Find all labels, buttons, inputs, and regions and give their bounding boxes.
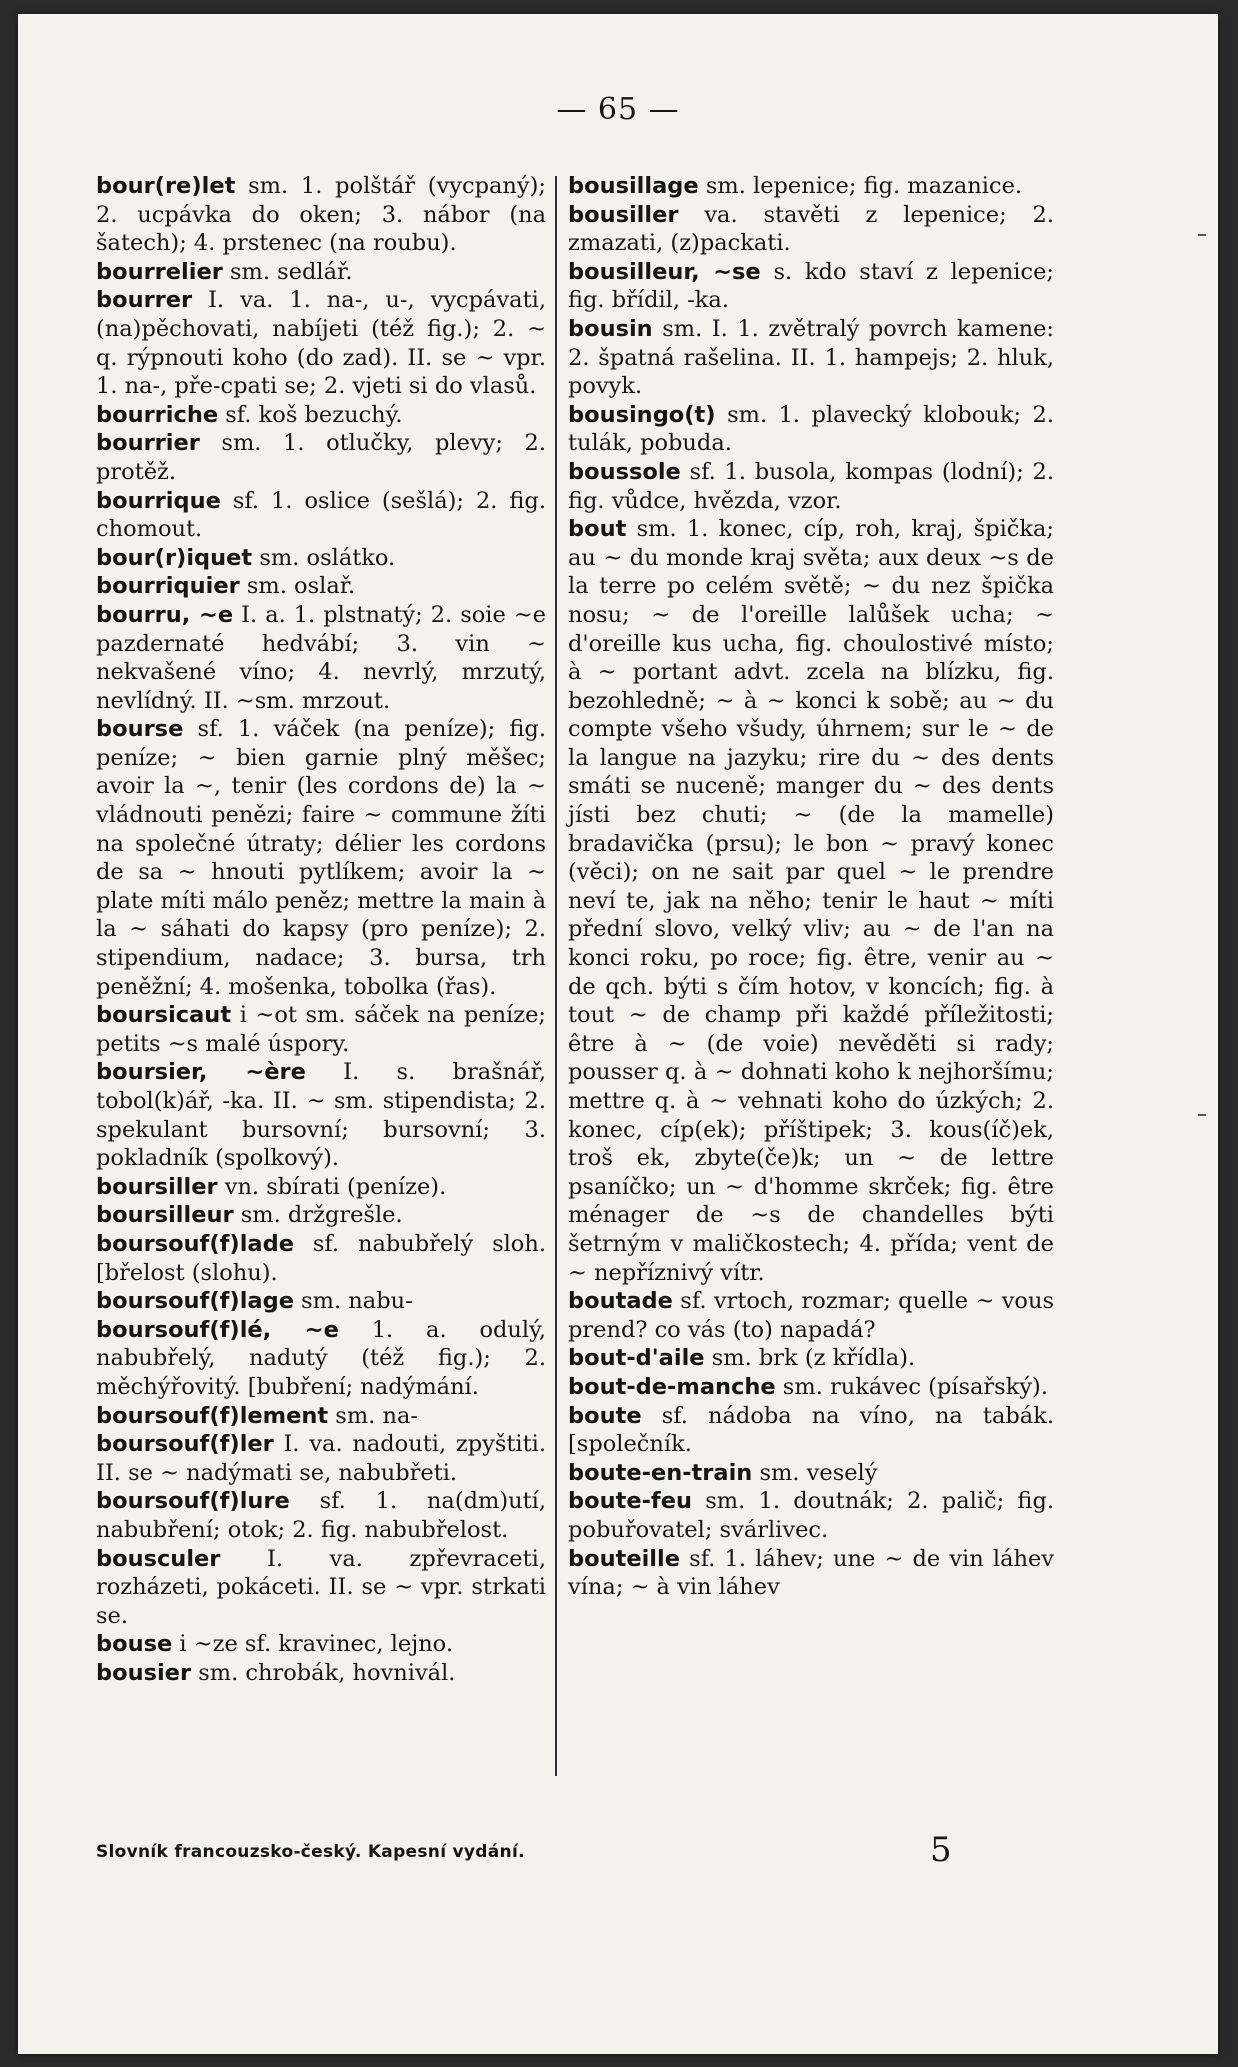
entry-definition: sm. rukávec (písařský).	[775, 1373, 1048, 1400]
dictionary-entry	[568, 1487, 1054, 1544]
right-column	[568, 172, 1054, 1602]
entry-definition: sm. 1. plavecký klobouk; 2. tulák, pobuda.	[568, 401, 1054, 457]
dictionary-entry	[96, 1316, 546, 1402]
entry-headword: boursicaut	[96, 1002, 232, 1029]
dictionary-entry	[96, 544, 546, 573]
dictionary-entry	[96, 1173, 546, 1202]
entry-headword: bourrique	[96, 487, 221, 514]
page-number: — 65 —	[556, 92, 680, 127]
entry-headword: bout-de-manche	[568, 1373, 776, 1400]
dictionary-entry	[96, 715, 546, 1001]
entry-definition: sf. nádoba na víno, na tabák. [společník.	[568, 1402, 1054, 1458]
entry-definition: sf. vrtoch, rozmar; quelle ~ vous prend? co vás (to) napadá?	[568, 1288, 1054, 1343]
column-divider	[555, 176, 557, 1776]
entry-definition: sf. koš bezuchý.	[218, 401, 403, 428]
edge-mark	[1198, 234, 1206, 236]
dictionary-entry	[96, 1430, 546, 1487]
dictionary-entry	[96, 572, 546, 601]
entry-headword: bourse	[96, 716, 184, 743]
dictionary-entry	[568, 258, 1054, 315]
left-column	[96, 172, 546, 1687]
entry-definition: I. va. 1. na-, u-, vycpávati, (na)pěchovati, nabíjeti (též fig.); 2. ~ q. rýpnouti koho (do zad). II. se ~ vpr. 1. na-, pře-cpati se; 2. vjeti si do vlasů.	[96, 287, 546, 400]
dictionary-entry	[96, 1287, 546, 1316]
entry-headword: bouteille	[568, 1545, 680, 1572]
edge-mark	[1198, 1114, 1206, 1116]
dictionary-entry	[96, 1001, 546, 1058]
entry-headword: bourrer	[96, 287, 193, 314]
dictionary-entry	[96, 258, 546, 287]
dictionary-entry	[96, 1545, 546, 1631]
signature-mark: 5	[930, 1830, 952, 1870]
entry-definition: sm. I. 1. zvětralý povrch kamene: 2. špatná rašelina. II. 1. hampejs; 2. hluk, povyk.	[568, 315, 1054, 400]
dictionary-page	[18, 14, 1218, 2054]
entry-headword: boute-feu	[568, 1488, 693, 1515]
entry-headword: bousin	[568, 315, 653, 342]
entry-definition: sf. 1. váček (na peníze); fig. peníze; ~ bien garnie plný měšec; avoir la ~, tenir (les cordons de) la ~ vládnouti penězi; faire ~ commune žíti na společné útraty; délier les cordons de sa ~ hnouti pytlíkem; avoir la ~ plate míti málo peněz; mettre la main à la ~ sáhati do kapsy (pro peníze); 2. stipendium, nadace; 3. bursa, trh peněžní; 4. mošenka, tobolka (řas).	[96, 716, 546, 1000]
entry-headword: boursier, ~ère	[96, 1059, 306, 1086]
entry-definition: sf. 1. oslice (sešlá); 2. fig. chomout.	[96, 487, 546, 543]
entry-headword: bourriche	[96, 401, 219, 428]
entry-definition: sm. 1. otlučky, plevy; 2. protěž.	[96, 430, 546, 485]
entry-headword: bousier	[96, 1659, 192, 1686]
entry-definition: i ~ze sf. kravinec, lejno.	[172, 1631, 453, 1658]
dictionary-entry	[96, 1487, 546, 1544]
entry-headword: boutade	[568, 1288, 673, 1315]
entry-headword: boussole	[568, 458, 681, 485]
dictionary-entry	[568, 401, 1054, 458]
entry-headword: bourrier	[96, 430, 200, 457]
entry-headword: boursiller	[96, 1173, 218, 1200]
entry-definition: I. va. nadouti, zpyštiti. II. se ~ nadýmati se, nabubřeti.	[96, 1431, 546, 1486]
dictionary-entry	[568, 172, 1054, 201]
dictionary-entry	[96, 1058, 546, 1172]
entry-definition: I. a. 1. plstnatý; 2. soie ~e pazdernaté hedvábí; 3. vin ~ nekvašené víno; 4. nevrlý, mrzutý, nevlídný. II. ~sm. mrzout.	[96, 601, 546, 714]
entry-headword: bourru, ~e	[96, 601, 234, 628]
dictionary-entry	[568, 1402, 1054, 1459]
dictionary-entry	[96, 1659, 546, 1688]
entry-headword: boursouf(f)lade	[96, 1230, 294, 1257]
entry-headword: boursilleur	[96, 1202, 234, 1229]
entry-definition: sm. brk (z křídla).	[704, 1345, 916, 1372]
entry-definition: 1. a. odulý, nabubřelý, nadutý (též fig.); 2. měchýřovitý. [bubření; nadýmání.	[96, 1316, 546, 1400]
dictionary-entry	[568, 1287, 1054, 1344]
dictionary-entry	[96, 1201, 546, 1230]
entry-definition: sm. na-	[328, 1402, 419, 1429]
dictionary-entry	[96, 286, 546, 400]
entry-headword: bousiller	[568, 201, 679, 228]
entry-headword: bousingo(t)	[568, 401, 716, 428]
entry-definition: sf. 1. na(dm)utí, nabubření; otok; 2. fig. nabubřelost.	[96, 1488, 546, 1543]
entry-headword: bourrelier	[96, 258, 223, 285]
entry-definition: vn. sbírati (peníze).	[217, 1173, 447, 1200]
entry-definition: I. va. zpřevraceti, rozházeti, pokáceti. II. se ~ vpr. strkati se.	[96, 1545, 546, 1629]
entry-headword: bouse	[96, 1631, 173, 1658]
dictionary-entry	[96, 172, 546, 258]
dictionary-entry	[568, 315, 1054, 401]
entry-definition: I. s. brašnář, tobol(k)ář, -ka. II. ~ sm. stipendista; 2. spekulant bursovní; bursovní; 3. pokladník (spolkový).	[96, 1059, 547, 1172]
entry-definition: i ~ot sm. sáček na peníze; petits ~s malé úspory.	[96, 1002, 546, 1057]
entry-headword: bout-d'aile	[568, 1345, 705, 1372]
footer-title: Slovník francouzsko-český. Kapesní vydání.	[96, 1842, 525, 1862]
entry-headword: bousillage	[568, 173, 699, 199]
entry-definition: sm. 1. polštář (vycpaný); 2. ucpávka do oken; 3. nábor (na šatech); 4. prstenec (na roubu).	[96, 173, 546, 257]
dictionary-entry	[568, 1459, 1054, 1488]
entry-definition: sm. 1. konec, cíp, roh, kraj, špička; au ~ du monde kraj světa; aux deux ~s de la terre po celém světě; ~ du nez špička nosu; ~ de l'oreille lalůšek ucha; ~ d'oreille kus ucha, fig. choulostivé místo; à ~ portant advt. zcela na blízku, fig. bezohledně; ~ à ~ konci k sobě; au ~ du compte všeho všudy, úhrnem; sur le ~ de la langue na jazyku; rire du ~ des dents smáti se nuceně; manger du ~ des dents jísti bez chuti; ~ (de la mamelle) bradavička (prsu); le bon ~ pravý konec (věci); on ne sait par quel ~ le prendre neví te, jak na něho; tenir le haut ~ míti přední slovo, velký vliv; au ~ de l'an na konci roku, po roce; fig. être, venir au ~ de qch. býti s čím hotov, v koncích; fig. à tout ~ de champ při každé příležitosti; être à ~ (de voie) nevěděti si rady; pousser q. à ~ dohnati koho k nejhoršímu; mettre q. à ~ vehnati koho do úzkých; 2. konec, cíp(ek); příštipek; 3. kous(íč)ek, troš ek, zbyte(če)k; un ~ de lettre psaníčko; un ~ d'homme skrček; fig. être ménager de ~s de chandelles býti šetrným v maličkostech; 4. přída; vent de ~ nepříznivý vítr.	[568, 516, 1054, 1286]
entry-headword: bourriquier	[96, 573, 240, 600]
entry-definition: va. stavěti z lepenice; 2. zmazati, (z)packati.	[568, 201, 1054, 257]
entry-definition: s. kdo staví z lepenice; fig. břídil, -ka.	[568, 258, 1054, 314]
entry-headword: boursouf(f)lure	[96, 1488, 290, 1515]
entry-definition: sm. nabu-	[293, 1288, 413, 1315]
entry-headword: bousculer	[96, 1545, 221, 1572]
dictionary-entry	[96, 487, 546, 544]
dictionary-entry	[96, 1402, 546, 1431]
entry-definition: sm. oslátko.	[252, 544, 396, 571]
dictionary-entry	[568, 1344, 1054, 1373]
entry-headword: boursouf(f)ler	[96, 1431, 274, 1458]
entry-definition: sm. lepenice; fig. mazanice.	[698, 173, 1023, 199]
dictionary-entry	[568, 515, 1054, 1287]
entry-definition: sm. 1. doutnák; 2. palič; fig. pobuřovatel; svárlivec.	[568, 1488, 1054, 1543]
entry-headword: boursouf(f)lage	[96, 1288, 294, 1315]
dictionary-entry	[96, 601, 546, 715]
entry-definition: sf. nabubřelý sloh. [břelost (slohu).	[96, 1230, 546, 1286]
entry-headword: bout	[568, 516, 627, 543]
dictionary-entry	[568, 201, 1054, 258]
entry-headword: boursouf(f)lé, ~e	[96, 1316, 339, 1343]
entry-definition: sm. chrobák, hovnivál.	[191, 1659, 456, 1686]
dictionary-entry	[568, 458, 1054, 515]
entry-headword: bour(re)let	[96, 173, 236, 199]
entry-definition: sf. 1. busola, kompas (lodní); 2. fig. vůdce, hvězda, vzor.	[568, 458, 1054, 514]
entry-headword: boursouf(f)lement	[96, 1402, 329, 1429]
dictionary-entry	[96, 1230, 546, 1287]
entry-headword: boute	[568, 1402, 642, 1429]
entry-headword: bour(r)iquet	[96, 544, 253, 571]
dictionary-entry	[568, 1545, 1054, 1602]
dictionary-entry	[96, 401, 546, 430]
entry-definition: sf. 1. láhev; une ~ de vin láhev vína; ~ à vin láhev	[568, 1545, 1054, 1601]
entry-definition: sm. držgrešle.	[233, 1202, 403, 1229]
entry-headword: bousilleur, ~se	[568, 258, 761, 285]
entry-definition: sm. veselý	[752, 1459, 878, 1486]
entry-definition: sm. oslař.	[239, 573, 356, 600]
dictionary-entry	[96, 1630, 546, 1659]
entry-definition: sm. sedlář.	[222, 258, 353, 285]
dictionary-entry	[96, 429, 546, 486]
entry-headword: boute-en-train	[568, 1459, 753, 1486]
dictionary-entry	[568, 1373, 1054, 1402]
